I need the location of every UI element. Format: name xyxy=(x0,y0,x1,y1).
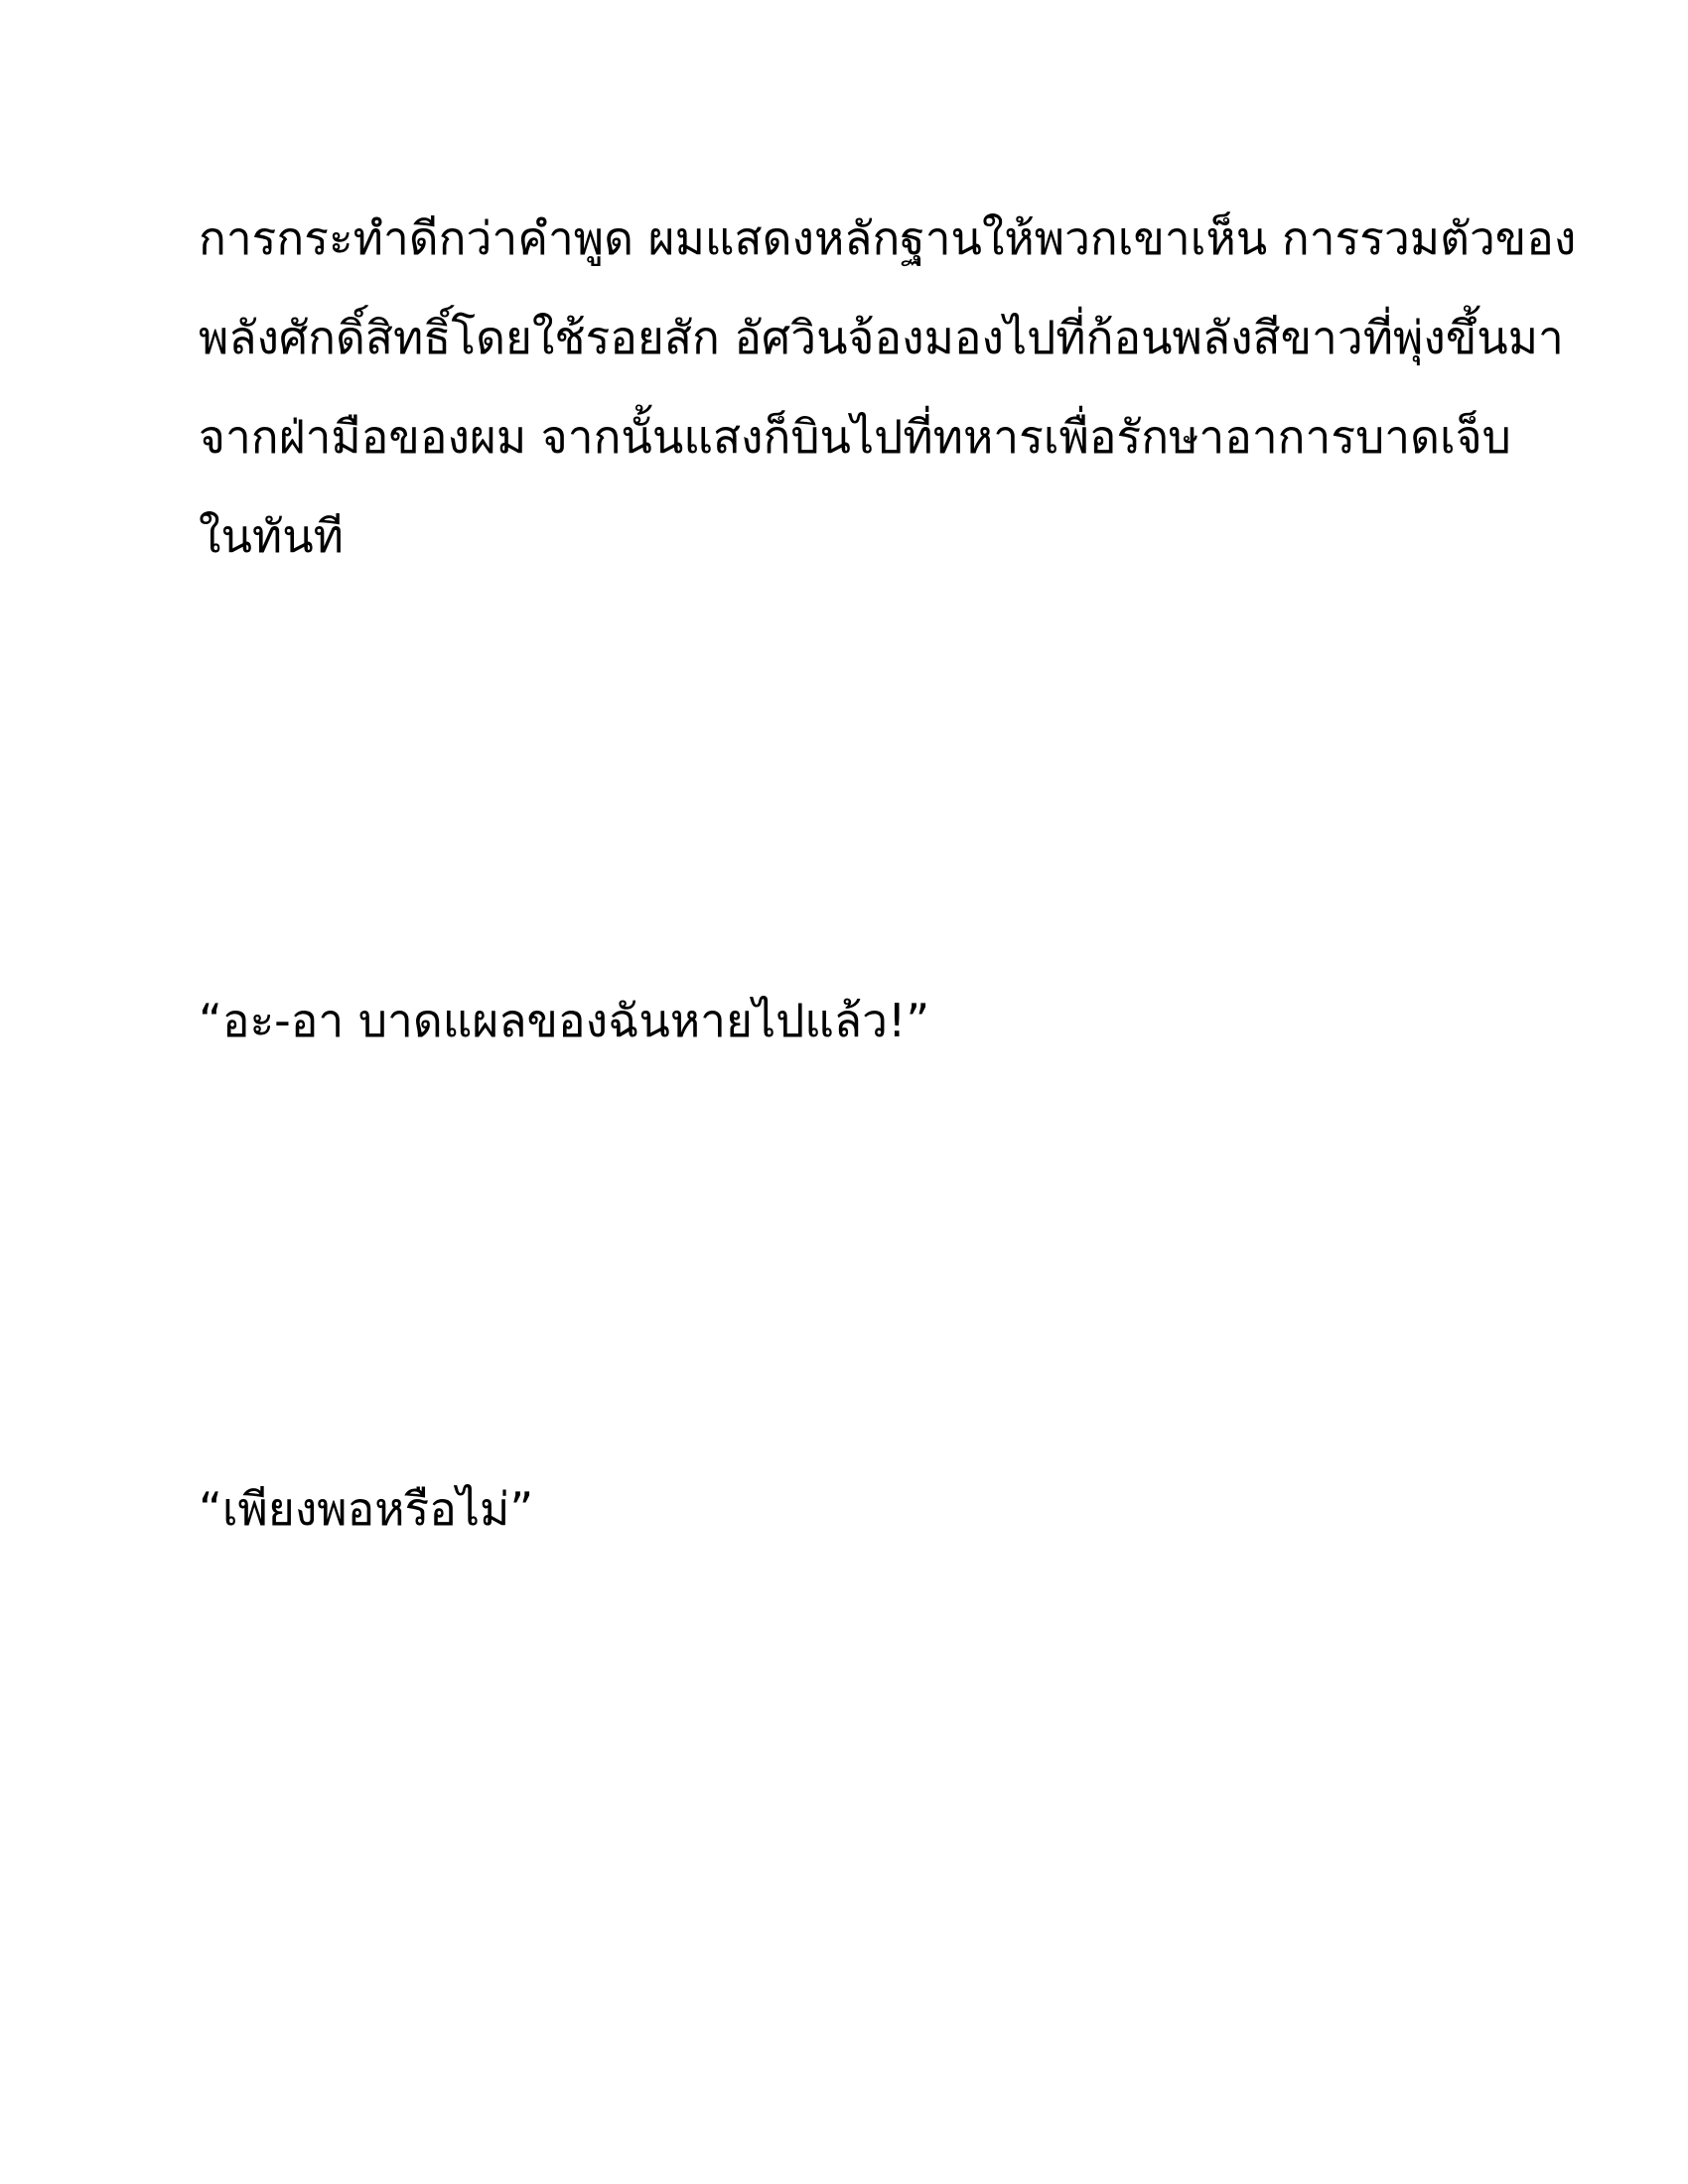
dialogue-line: “เพียงพอหรือไม่” xyxy=(199,1482,534,1536)
paragraph-line: การกระทำดีกว่าคำพูด ผมแสดงหลักฐานให้พวกเขาเห็น การรวมตัวของ xyxy=(199,211,1577,265)
paragraph-line: ในทันที xyxy=(199,509,344,563)
paragraph-line: พลังศักดิ์สิทธิ์โดยใช้รอยสัก อัศวินจ้องมองไปที่ก้อนพลังสีขาวที่พุ่งขึ้นมา xyxy=(199,311,1564,364)
dialogue-line: “อะ-อา บาดแผลของฉันหายไปแล้ว!” xyxy=(199,994,930,1047)
paragraph-line: จากฝ่ามือของผม จากนั้นแสงก็บินไปที่ทหารเพื่อรักษาอาการบาดเจ็บ xyxy=(199,410,1511,464)
